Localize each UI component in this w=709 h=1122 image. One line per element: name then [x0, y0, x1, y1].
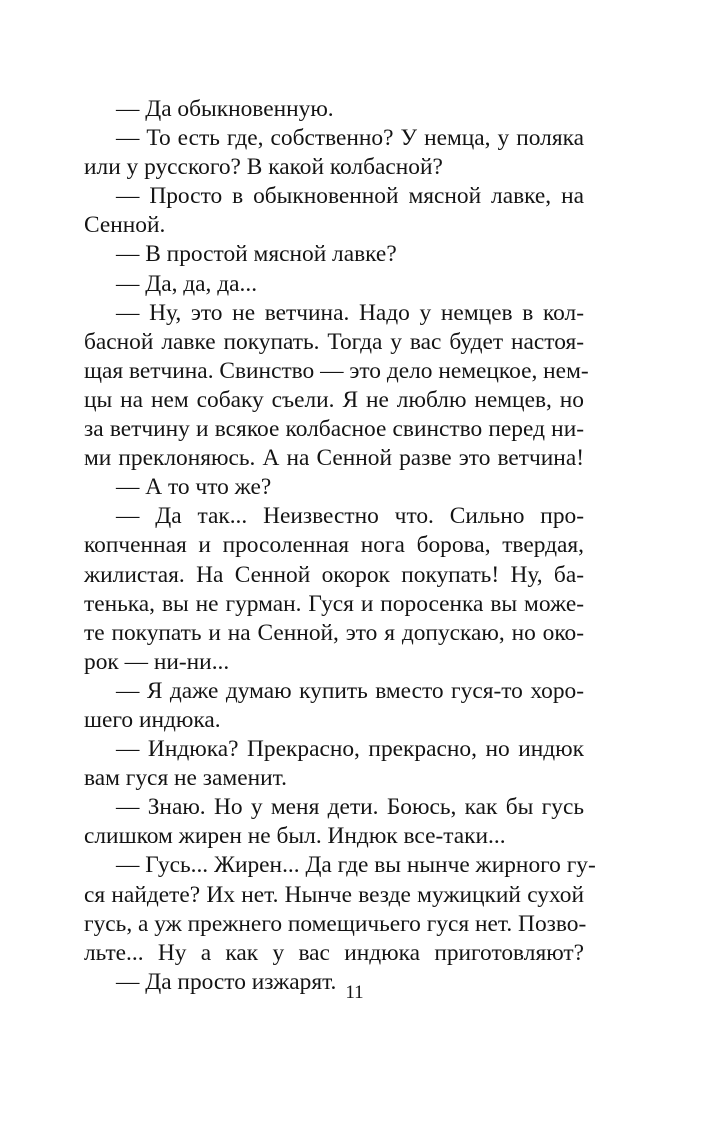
text-line: тенька, вы не гурман. Гуся и поросенка вы може- — [84, 590, 584, 617]
text-line: басной лавке покупать. Тогда у вас будет настоя- — [84, 328, 584, 355]
page-number: 11 — [345, 982, 364, 1003]
text-line: льте... Ну а как у вас индюка приготовляют? — [84, 939, 584, 966]
text-line: слишком жирен не был. Индюк все-таки... — [84, 823, 506, 850]
text-line: шего индюка. — [84, 706, 221, 733]
text-line: — Просто в обыкновенной мясной лавке, на — [116, 183, 584, 210]
text-line: — Индюка? Прекрасно, прекрасно, но индюк — [116, 736, 584, 763]
page-body-text — [84, 95, 596, 997]
text-line: за ветчину и всякое колбасное свинство перед ни- — [84, 416, 584, 443]
text-line: — Да так... Неизвестно что. Сильно про- — [116, 503, 584, 530]
text-line: — Гусь... Жирен... Да где вы нынче жирного гу- — [116, 852, 596, 879]
text-line: — В простой мясной лавке? — [116, 241, 397, 268]
text-line: — Да просто изжарят. — [116, 968, 337, 995]
text-line: — А то что же? — [116, 474, 272, 501]
text-line: — Знаю. Но у меня дети. Боюсь, как бы гусь — [116, 794, 584, 821]
text-line: — Да, да, да... — [116, 270, 258, 297]
text-line: цы на нем собаку съели. Я не люблю немцев, но — [84, 386, 584, 413]
text-line: Сенной. — [84, 212, 166, 239]
text-line: — Ну, это не ветчина. Надо у немцев в кол- — [116, 299, 584, 326]
text-line: жилистая. На Сенной окорок покупать! Ну, ба- — [84, 561, 584, 588]
text-line: те покупать и на Сенной, это я допускаю, но око- — [84, 619, 584, 646]
text-line: — Да обыкновенную. — [116, 96, 334, 122]
text-line: ми преклоняюсь. А на Сенной разве это ветчина! — [84, 445, 584, 472]
text-line: ся найдете? Их нет. Нынче везде мужицкий сухой — [84, 881, 584, 908]
text-line: или у русского? В какой колбасной? — [84, 154, 443, 181]
text-line: щая ветчина. Свинство — это дело немецкое, нем- — [84, 357, 589, 384]
text-line: — То есть где, собственно? У немца, у поляка — [116, 125, 584, 152]
text-line: — Я даже думаю купить вместо гуся-то хоро- — [116, 677, 584, 704]
text-line: копченная и просоленная нога борова, твердая, — [84, 532, 584, 559]
text-line: рок — ни-ни... — [84, 648, 230, 675]
text-line: вам гуся не заменит. — [84, 765, 287, 792]
text-line: гусь, а уж прежнего помещичьего гуся нет. Позво- — [84, 910, 587, 937]
